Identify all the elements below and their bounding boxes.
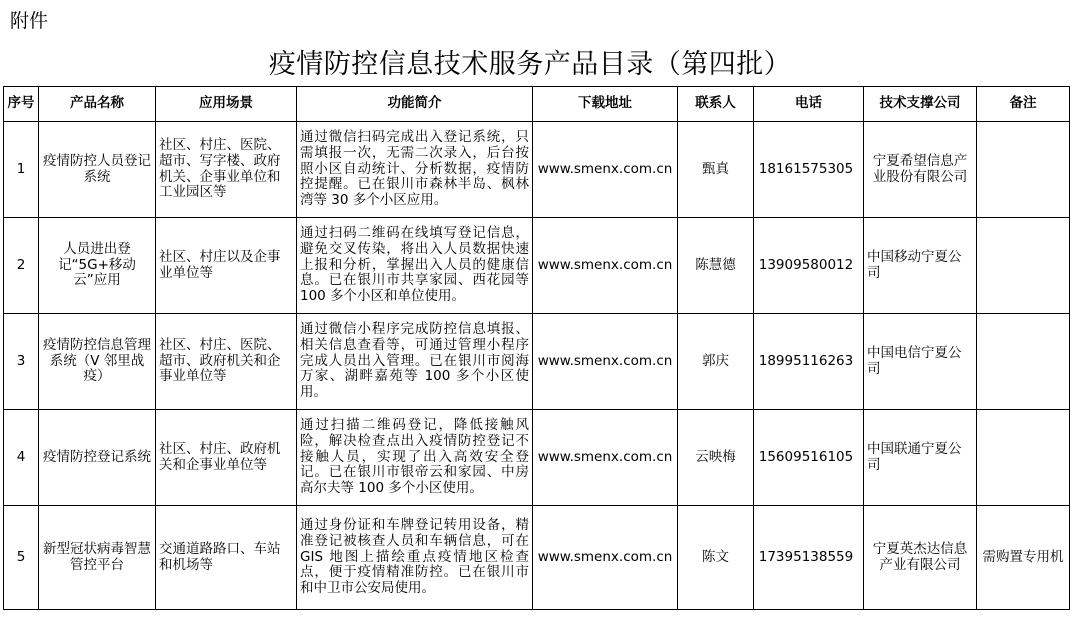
cell-phone: 18995116263: [754, 314, 864, 410]
cell-download-url: www.smenx.com.cn: [533, 314, 678, 410]
cell-intro: 通过扫码二维码在线填写登记信息，避免交叉传染，将出入人员数据快速上报和分析，掌握出入人员的健康信息。已在银川市共享家园、西花园等 100 多个小区和单位使用。: [297, 218, 533, 314]
cell-product-name: 新型冠状病毒智慧管控平台: [39, 506, 156, 610]
table-row: [4, 506, 1070, 610]
table-row: [4, 218, 1070, 314]
header-remark: 备注: [977, 87, 1070, 122]
cell-contact: 陈文: [678, 506, 754, 610]
cell-intro: 通过微信小程序完成防控信息填报、相关信息查看等，可通过管理小程序完成人员出入管理。已在银川市阅海万家、湖畔嘉苑等 100 多个小区使用。: [297, 314, 533, 410]
attachment-label: 附件: [10, 10, 49, 32]
cell-contact: 云映梅: [678, 410, 754, 506]
cell-download-url: www.smenx.com.cn: [533, 122, 678, 218]
cell-scene: 交通道路路口、车站和机场等: [156, 506, 297, 610]
cell-phone: 18161575305: [754, 122, 864, 218]
cell-phone: 15609516105: [754, 410, 864, 506]
cell-no: 1: [4, 122, 39, 218]
table-row: [4, 410, 1070, 506]
table-row: [4, 314, 1070, 410]
cell-scene: 社区、村庄、政府机关和企事业单位等: [156, 410, 297, 506]
header-company: 技术支撑公司: [864, 87, 977, 122]
page-title: 疫情防控信息技术服务产品目录（第四批）: [268, 49, 792, 80]
cell-company: 中国联通宁夏公司: [864, 410, 977, 506]
cell-product-name: 疫情防控信息管理系统（V 邻里战疫）: [39, 314, 156, 410]
cell-intro: 通过微信扫码完成出入登记系统，只需填报一次，无需二次录入，后台按照小区自动统计、分析数据，疫情防控提醒。已在银川市森林半岛、枫林湾等 30 多个小区应用。: [297, 122, 533, 218]
cell-contact: 郭庆: [678, 314, 754, 410]
cell-contact: 甄真: [678, 122, 754, 218]
cell-scene: 社区、村庄、医院、超市、写字楼、政府机关、企事业单位和工业园区等: [156, 122, 297, 218]
cell-remark: [977, 122, 1070, 218]
cell-company: 宁夏英杰达信息产业有限公司: [864, 506, 977, 610]
cell-company: 中国电信宁夏公司: [864, 314, 977, 410]
cell-remark: [977, 218, 1070, 314]
cell-download-url: www.smenx.com.cn: [533, 506, 678, 610]
cell-phone: 13909580012: [754, 218, 864, 314]
cell-remark: [977, 410, 1070, 506]
cell-remark: [977, 314, 1070, 410]
cell-no: 2: [4, 218, 39, 314]
cell-no: 5: [4, 506, 39, 610]
cell-product-name: 人员进出登记“5G+移动云”应用: [39, 218, 156, 314]
table-row: [4, 122, 1070, 218]
header-scene: 应用场景: [156, 87, 297, 122]
header-no: 序号: [4, 87, 39, 122]
cell-intro: 通过扫描二维码登记，降低接触风险，解决检查点出入疫情防控登记不接触人员，实现了出入高效安全登记。已在银川市银帝云和家园、中房高尔夫等 100 多个小区使用。: [297, 410, 533, 506]
cell-scene: 社区、村庄、医院、超市、政府机关和企事业单位等: [156, 314, 297, 410]
cell-product-name: 疫情防控人员登记系统: [39, 122, 156, 218]
header-intro: 功能简介: [297, 87, 533, 122]
cell-phone: 17395138559: [754, 506, 864, 610]
cell-scene: 社区、村庄以及企事业单位等: [156, 218, 297, 314]
header-download-url: 下载地址: [533, 87, 678, 122]
cell-no: 3: [4, 314, 39, 410]
cell-contact: 陈慧德: [678, 218, 754, 314]
cell-download-url: www.smenx.com.cn: [533, 218, 678, 314]
cell-company: 宁夏希望信息产业股份有限公司: [864, 122, 977, 218]
cell-intro: 通过身份证和车牌登记转用设备，精准登记被核查人员和车辆信息，可在 GIS 地图上描绘重点疫情地区检查点，便于疫情精准防控。已在银川市和中卫市公安局使用。: [297, 506, 533, 610]
cell-remark: 需购置专用机: [977, 506, 1070, 610]
cell-no: 4: [4, 410, 39, 506]
table-header-row: [4, 87, 1070, 122]
cell-product-name: 疫情防控登记系统: [39, 410, 156, 506]
header-phone: 电话: [754, 87, 864, 122]
header-contact: 联系人: [678, 87, 754, 122]
cell-company: 中国移动宁夏公司: [864, 218, 977, 314]
cell-download-url: www.smenx.com.cn: [533, 410, 678, 506]
product-catalog-table: [3, 86, 1070, 610]
header-product-name: 产品名称: [39, 87, 156, 122]
